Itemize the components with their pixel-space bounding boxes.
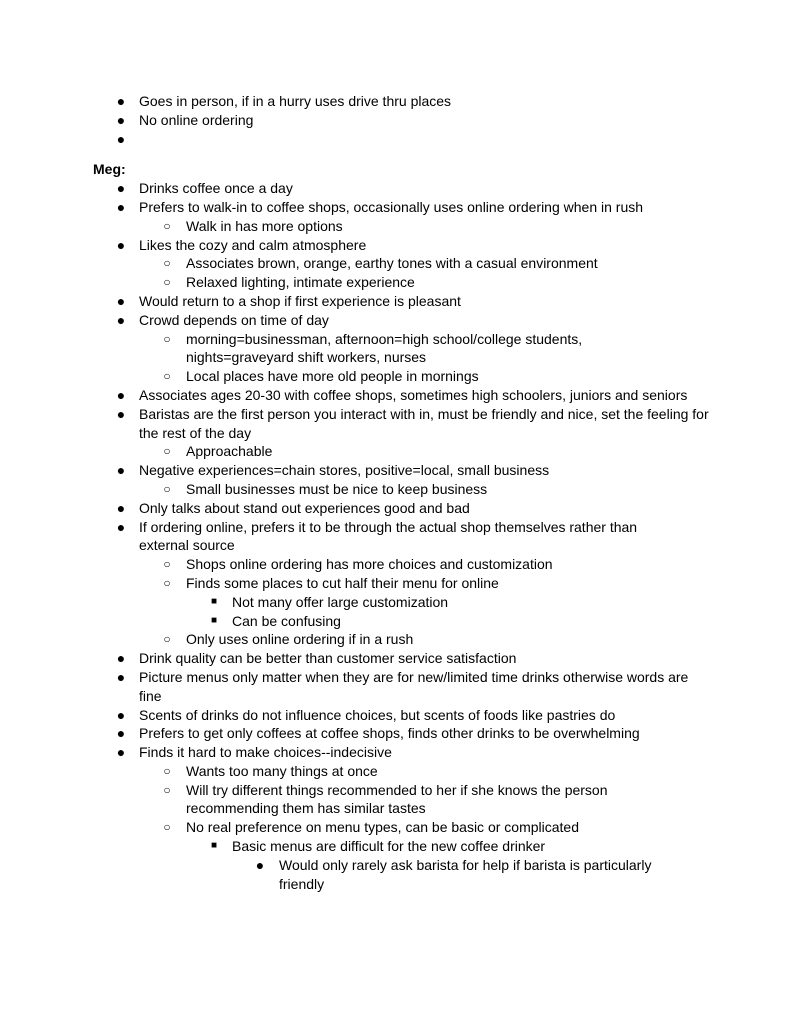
- sub-list-item: [0, 630, 606, 649]
- list-item-text: Would return to a shop if first experience is pleasant: [139, 292, 461, 309]
- list-item-text: Would only rarely ask barista for help if barista is particularly friendly: [279, 856, 652, 892]
- list-item: [0, 499, 709, 518]
- bullet-disc: ●: [116, 130, 126, 147]
- list-item: [0, 405, 719, 443]
- top-list: [0, 92, 792, 148]
- sub-sub-list-item: [0, 593, 702, 612]
- list-item-text: If ordering online, prefers it to be through the actual shop themselves rather than external source: [139, 518, 638, 554]
- sub-list-item: [0, 480, 606, 499]
- list-item-text: [139, 131, 143, 147]
- list-item: [0, 236, 709, 255]
- sub-list-item: [0, 442, 606, 461]
- bullet-circle: ○: [163, 782, 171, 797]
- bullet-disc: ●: [116, 180, 126, 197]
- bullet-square: ■: [210, 614, 218, 626]
- list-item-text: Scents of drinks do not influence choices, but scents of foods like pastries do: [139, 706, 616, 723]
- list-item-text: Local places have more old people in mornings: [186, 368, 479, 385]
- bullet-circle: ○: [163, 218, 171, 233]
- list-item-text: Prefers to walk-in to coffee shops, occasionally uses online ordering when in rush: [139, 198, 644, 215]
- list-item: [0, 179, 709, 198]
- bullet-disc: ●: [116, 93, 126, 109]
- bullet-disc: ●: [116, 725, 126, 742]
- list-item-text: Walk in has more options: [186, 217, 343, 234]
- list-item-text: Shops online ordering has more choices and customization: [186, 556, 553, 573]
- list-item-text: Associates ages 20-30 with coffee shops, sometimes high schoolers, juniors and seniors: [139, 386, 688, 403]
- bullet-disc: ●: [116, 744, 126, 761]
- list-item-text: Likes the cozy and calm atmosphere: [139, 236, 367, 253]
- list-item-text: Negative experiences=chain stores, positive=local, small business: [139, 462, 550, 479]
- list-item: [0, 386, 719, 405]
- list-item-empty: [0, 130, 709, 149]
- list-item-text: Basic menus are difficult for the new coffee drinker: [232, 838, 546, 855]
- list-item: [0, 706, 709, 725]
- list-item-text: Finds it hard to make choices--indecisive: [139, 744, 392, 761]
- list-item: [0, 668, 709, 706]
- sub-sub-sub-list-item: [0, 856, 669, 894]
- list-item-text: Approachable: [186, 443, 273, 460]
- bullet-circle: ○: [163, 820, 171, 835]
- section-heading: Meg:: [93, 161, 126, 178]
- bullet-disc: ●: [116, 405, 126, 422]
- bullet-circle: ○: [163, 481, 171, 496]
- list-item: [0, 649, 709, 668]
- list-item-text: Drink quality can be better than customer service satisfaction: [139, 650, 517, 667]
- bullet-disc: ●: [116, 462, 126, 479]
- bullet-circle: ○: [163, 369, 171, 384]
- list-item-text: Small businesses must be nice to keep business: [186, 480, 488, 497]
- sub-list-item: [0, 330, 606, 368]
- bullet-disc: ●: [116, 668, 126, 685]
- list-item-text: Crowd depends on time of day: [139, 311, 329, 328]
- bullet-circle: ○: [163, 331, 171, 346]
- bullet-circle: ○: [163, 444, 171, 459]
- list-item-text: Can be confusing: [232, 612, 341, 629]
- sub-list-item: [0, 818, 606, 837]
- list-item-text: Goes in person, if in a hurry uses drive thru places: [139, 93, 452, 109]
- list-item-text: Drinks coffee once a day: [139, 180, 293, 197]
- list-item: [0, 724, 709, 743]
- bullet-disc: ●: [116, 518, 126, 535]
- bullet-circle: ○: [163, 763, 171, 778]
- sub-sub-list-item: [0, 837, 702, 856]
- bullet-circle: ○: [163, 575, 171, 590]
- sub-list-item: [0, 574, 606, 593]
- list-item-text: Relaxed lighting, intimate experience: [186, 274, 415, 291]
- sub-list-item: [0, 273, 606, 292]
- list-item-text: Prefers to get only coffees at coffee shops, finds other drinks to be overwhelming: [139, 725, 640, 742]
- list-item-text: Not many offer large customization: [232, 593, 449, 610]
- list-item: [0, 518, 659, 556]
- list-item-text: Wants too many things at once: [186, 762, 378, 779]
- bullet-square: ■: [210, 840, 218, 852]
- meg-list: [0, 179, 792, 893]
- bullet-disc: ●: [255, 856, 265, 873]
- bullet-disc: ●: [116, 499, 126, 516]
- bullet-disc: ●: [116, 198, 126, 215]
- list-item-text: No online ordering: [139, 111, 254, 128]
- list-item-text: No real preference on menu types, can be basic or complicated: [186, 819, 579, 836]
- sub-list-item: [0, 555, 606, 574]
- list-item: [0, 92, 709, 111]
- sub-list-item: [0, 254, 606, 273]
- bullet-circle: ○: [163, 632, 171, 647]
- sub-sub-list-item: [0, 612, 702, 631]
- sub-list-item: [0, 781, 626, 819]
- list-item-text: Only talks about stand out experiences good and bad: [139, 499, 470, 516]
- bullet-disc: ●: [116, 292, 126, 309]
- bullet-square: ■: [210, 595, 218, 607]
- list-item: [0, 292, 709, 311]
- bullet-disc: ●: [116, 706, 126, 723]
- list-item: [0, 111, 709, 130]
- bullet-circle: ○: [163, 275, 171, 290]
- list-item-text: morning=businessman, afternoon=high school/college students, nights=graveyard shift workers, nurses: [186, 330, 583, 366]
- bullet-disc: ●: [116, 311, 126, 328]
- list-item-text: Picture menus only matter when they are for new/limited time drinks otherwise words are fine: [139, 668, 689, 704]
- bullet-circle: ○: [163, 256, 171, 271]
- list-item-text: Only uses online ordering if in a rush: [186, 631, 414, 648]
- sub-list-item: [0, 762, 606, 781]
- list-item: [0, 461, 709, 480]
- bullet-circle: ○: [163, 557, 171, 572]
- list-item: [0, 198, 719, 217]
- list-item-text: Finds some places to cut half their menu for online: [186, 574, 499, 591]
- document-page: [0, 92, 792, 893]
- list-item-text: Will try different things recommended to her if she knows the person recommending them has similar tastes: [186, 781, 608, 817]
- sub-list-item: [0, 217, 606, 236]
- bullet-disc: ●: [116, 650, 126, 667]
- list-item: [0, 743, 709, 762]
- bullet-disc: ●: [116, 111, 126, 128]
- list-item: [0, 311, 709, 330]
- list-item-text: Associates brown, orange, earthy tones with a casual environment: [186, 255, 598, 272]
- sub-list-item: [0, 367, 606, 386]
- bullet-disc: ●: [116, 386, 126, 403]
- bullet-disc: ●: [116, 236, 126, 253]
- list-item-text: Baristas are the first person you interact with in, must be friendly and nice, set the feeling for the rest of the day: [139, 405, 709, 441]
